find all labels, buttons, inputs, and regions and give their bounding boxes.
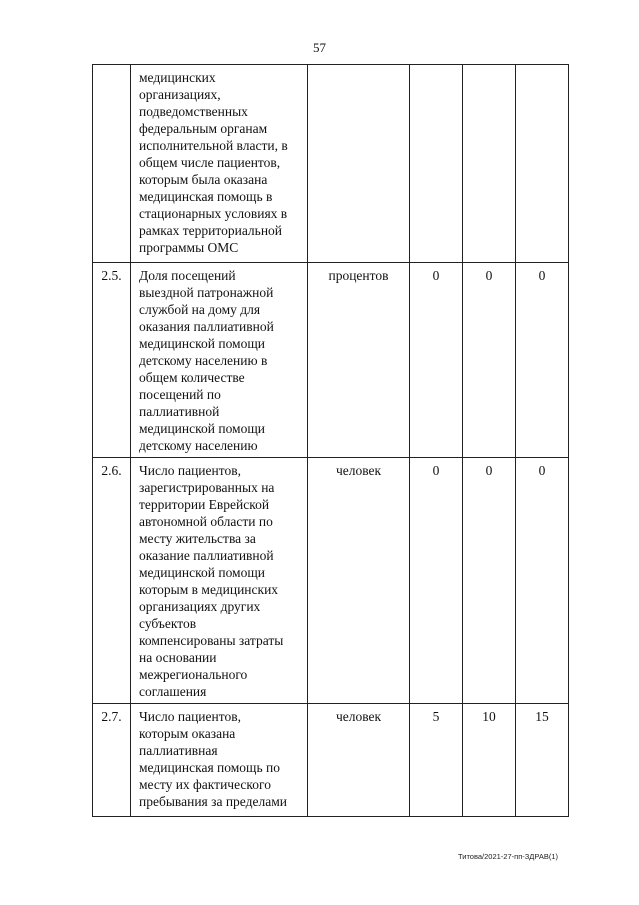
row-number [93, 65, 131, 263]
indicator-name-line: медицинской помощи [139, 565, 265, 580]
indicator-name-line: паллиативной [139, 404, 220, 419]
indicator-name-line: которым была оказана [139, 172, 268, 187]
indicator-name-line: паллиативная [139, 743, 218, 758]
unit-cell: процентов [308, 263, 410, 458]
indicator-name-line: детскому населению [139, 438, 258, 453]
indicator-name-line: исполнительной власти, в [139, 138, 288, 153]
indicator-name-line: рамках территориальной [139, 223, 283, 238]
value-year-3: 0 [516, 263, 569, 458]
indicator-name-line: пребывания за пределами [139, 794, 287, 809]
indicator-name-line: месту жительства за [139, 531, 256, 546]
row-number: 2.5. [93, 263, 131, 458]
indicator-name-line: детскому населению в [139, 353, 268, 368]
indicator-name-line: компенсированы затраты [139, 633, 284, 648]
value-year-1: 0 [410, 458, 463, 704]
indicator-name-line: федеральным органам [139, 121, 268, 136]
document-code: Титова/2021-27-пп-ЗДРАВ(1) [458, 852, 559, 861]
table-row [93, 263, 569, 458]
indicator-name [131, 458, 308, 704]
indicator-name-line: выездной патронажной [139, 285, 274, 300]
table-row [93, 704, 569, 817]
indicator-name [131, 263, 308, 458]
indicator-name-line: территории Еврейской [139, 497, 270, 512]
value-year-1 [410, 65, 463, 263]
indicator-name-line: стационарных условиях в [139, 206, 288, 221]
indicator-name-line: медицинская помощь по [139, 760, 280, 775]
indicator-name-line: общем числе пациентов, [139, 155, 281, 170]
value-year-1: 5 [410, 704, 463, 817]
unit-cell: человек [308, 458, 410, 704]
indicator-name [131, 65, 308, 263]
indicator-name-line: межрегионального [139, 667, 248, 682]
unit-cell [308, 65, 410, 263]
indicator-name-line: Число пациентов, [139, 709, 241, 724]
indicator-name [131, 704, 308, 817]
value-year-2 [463, 65, 516, 263]
table-row [93, 458, 569, 704]
indicator-name-line: организациях других [139, 599, 261, 614]
indicator-name-line: общем количестве [139, 370, 245, 385]
indicator-name-line: зарегистрированных на [139, 480, 275, 495]
value-year-3: 15 [516, 704, 569, 817]
indicator-name-line: медицинская помощь в [139, 189, 273, 204]
indicator-name-line: которым в медицинских [139, 582, 279, 597]
indicator-name-line: Число пациентов, [139, 463, 241, 478]
indicator-name-line: посещений по [139, 387, 221, 402]
indicator-name-line: программы ОМС [139, 240, 239, 255]
value-year-2: 0 [463, 263, 516, 458]
page-number: 57 [313, 40, 326, 55]
indicator-name-line: медицинских [139, 70, 216, 85]
indicator-name-line: субъектов [139, 616, 197, 631]
value-year-2: 0 [463, 458, 516, 704]
table-row [93, 65, 569, 263]
indicator-name-line: подведомственных [139, 104, 248, 119]
unit-cell: человек [308, 704, 410, 817]
indicator-name-line: оказания паллиативной [139, 319, 274, 334]
row-number: 2.7. [93, 704, 131, 817]
row-number: 2.6. [93, 458, 131, 704]
indicator-name-line: месту их фактического [139, 777, 271, 792]
value-year-3: 0 [516, 458, 569, 704]
value-year-1: 0 [410, 263, 463, 458]
indicator-name-line: службой на дому для [139, 302, 261, 317]
value-year-3 [516, 65, 569, 263]
indicator-name-line: медицинской помощи [139, 421, 265, 436]
indicator-name-line: которым оказана [139, 726, 236, 741]
indicator-name-line: медицинской помощи [139, 336, 265, 351]
indicator-name-line: Доля посещений [139, 268, 236, 283]
indicator-name-line: организациях, [139, 87, 221, 102]
indicator-name-line: оказание паллиативной [139, 548, 274, 563]
indicators-table [92, 64, 569, 817]
indicator-name-line: на основании [139, 650, 217, 665]
indicator-name-line: соглашения [139, 684, 207, 699]
indicator-name-line: автономной области по [139, 514, 273, 529]
value-year-2: 10 [463, 704, 516, 817]
